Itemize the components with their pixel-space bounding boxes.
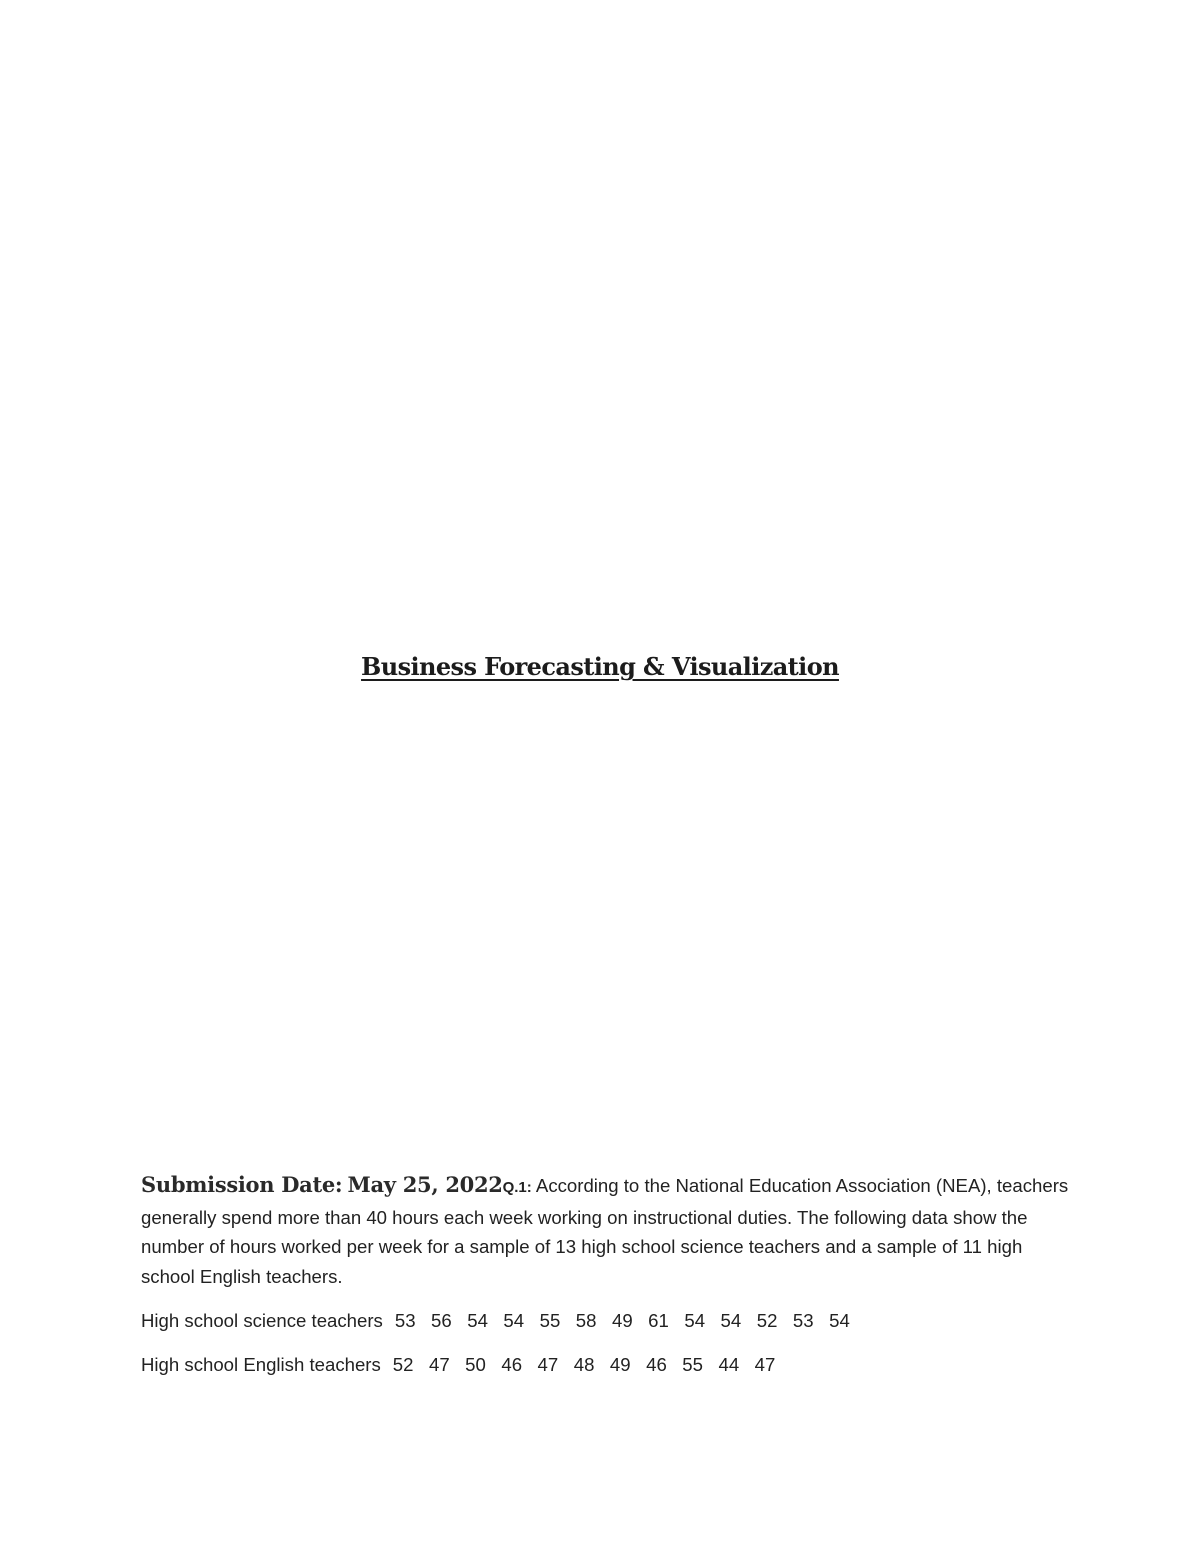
data-value: 47 — [537, 1353, 559, 1375]
question-text: According to the National Education Association (NEA), teachers generally spend more than 40 hours each week working on instructional duties. The following data show the number of hours worked per week for a sample of 13 high school science teachers and a sample of 11 high school English teachers. — [141, 1175, 1069, 1287]
science-teachers-row — [141, 1306, 1071, 1336]
data-value: 54 — [829, 1310, 850, 1331]
data-value: 49 — [611, 1310, 633, 1331]
document-title: Business Forecasting & Visualization — [361, 652, 839, 681]
data-value: 52 — [392, 1353, 414, 1375]
data-value: 47 — [754, 1353, 776, 1375]
data-value: 46 — [646, 1353, 667, 1375]
data-value: 61 — [648, 1310, 669, 1331]
data-value: 46 — [501, 1353, 523, 1375]
question-paragraph — [141, 1170, 1071, 1291]
data-value: 53 — [792, 1310, 814, 1331]
data-value: 54 — [503, 1310, 525, 1331]
question-block — [141, 1170, 1071, 1379]
data-value: 50 — [465, 1353, 486, 1375]
english-teachers-values — [393, 1354, 791, 1375]
submission-date-value: May 25, 2022 — [347, 1172, 503, 1197]
data-value: 48 — [573, 1353, 595, 1375]
data-value: 55 — [539, 1310, 561, 1331]
data-value: 54 — [684, 1310, 706, 1331]
data-value: 52 — [756, 1310, 778, 1331]
english-teachers-label: High school English teachers — [141, 1353, 381, 1375]
english-teachers-row — [141, 1350, 1071, 1380]
question-number: Q.1: — [502, 1179, 532, 1196]
science-teachers-label: High school science teachers — [141, 1310, 383, 1331]
data-value: 47 — [428, 1353, 450, 1375]
data-value: 55 — [682, 1353, 703, 1375]
science-teachers-values — [395, 1310, 865, 1331]
data-value: 49 — [609, 1353, 631, 1375]
data-value: 53 — [394, 1310, 416, 1331]
submission-date-label: Submission Date: — [141, 1172, 343, 1197]
data-value: 54 — [720, 1310, 742, 1331]
data-value: 56 — [431, 1310, 452, 1331]
data-value: 54 — [467, 1310, 488, 1331]
data-value: 44 — [718, 1353, 740, 1375]
data-value: 58 — [575, 1310, 597, 1331]
